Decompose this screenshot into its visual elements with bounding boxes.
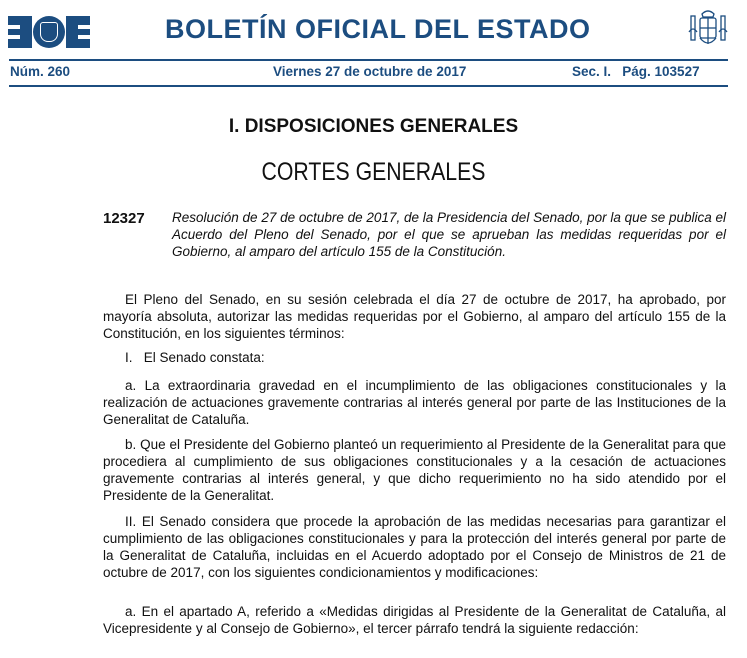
boe-logo xyxy=(8,12,90,52)
paragraph: b. Que el Presidente del Gobierno planteó un requerimiento al Presidente de la Generalitat para que procediera al cumplimiento de sus obligaciones constitucionales y a la cesación de actuaciones gravemente contrarias al interés general, y que dicho requerimiento no ha sido atendido por el Presidente de la Generalitat. xyxy=(103,437,726,503)
resolution-number: 12327 xyxy=(103,210,145,227)
coat-of-arms-icon xyxy=(686,6,730,50)
section-subtitle: CORTES GENERALES xyxy=(261,158,486,186)
section-page: Sec. I. Pág. 103527 xyxy=(572,64,700,79)
paragraph: a. La extraordinaria gravedad en el incumplimiento de las obligaciones constitucionales y la realización de actuaciones gravemente contrarias al interés general por parte de las Instituciones de la Generalitat de Cataluña. xyxy=(103,378,726,427)
logo-letter-b xyxy=(8,16,32,48)
issue-number: Núm. 260 xyxy=(10,64,71,79)
paragraph: a. En el apartado A, referido a «Medidas dirigidas al Presidente de la Generalitat de Cataluña, al Vicepresidente y al Consejo de Gobierno», el tercer párrafo tendrá la siguiente redacción: xyxy=(103,604,726,636)
paragraph: II. El Senado considera que procede la aprobación de las medidas necesarias para garantizar el cumplimiento de las obligaciones constitucionales y para la protección del interés general por parte de la Generalitat de Cataluña, incluidas en el Acuerdo adoptado por el Consejo de Ministros de 21 de octubre de 2017, con los siguientes condicionamientos y modificaciones: xyxy=(103,514,726,580)
issue-date: Viernes 27 de octubre de 2017 xyxy=(273,64,467,79)
resolution-summary: Resolución de 27 de octubre de 2017, de la Presidencia del Senado, por la que se publica el Acuerdo del Pleno del Senado, por el que se aprueban las medidas requeridas por el Gobierno, al amparo del artículo 155 de la Constitución. xyxy=(172,210,726,259)
logo-emblem-icon xyxy=(33,16,65,48)
header-bottom-rule xyxy=(9,85,728,87)
paragraph: El Pleno del Senado, en su sesión celebrada el día 27 de octubre de 2017, ha aprobado, por mayoría absoluta, autorizar las medidas requeridas por el Gobierno, al amparo del artículo 155 de la Constitución, en los siguientes términos: xyxy=(103,292,726,341)
logo-letter-e xyxy=(66,16,90,48)
section-title: I. DISPOSICIONES GENERALES xyxy=(228,116,519,137)
paragraph: I. El Senado constata: xyxy=(125,350,265,365)
gazette-title: BOLETÍN OFICIAL DEL ESTADO xyxy=(165,14,591,44)
header-top-rule xyxy=(9,59,728,61)
